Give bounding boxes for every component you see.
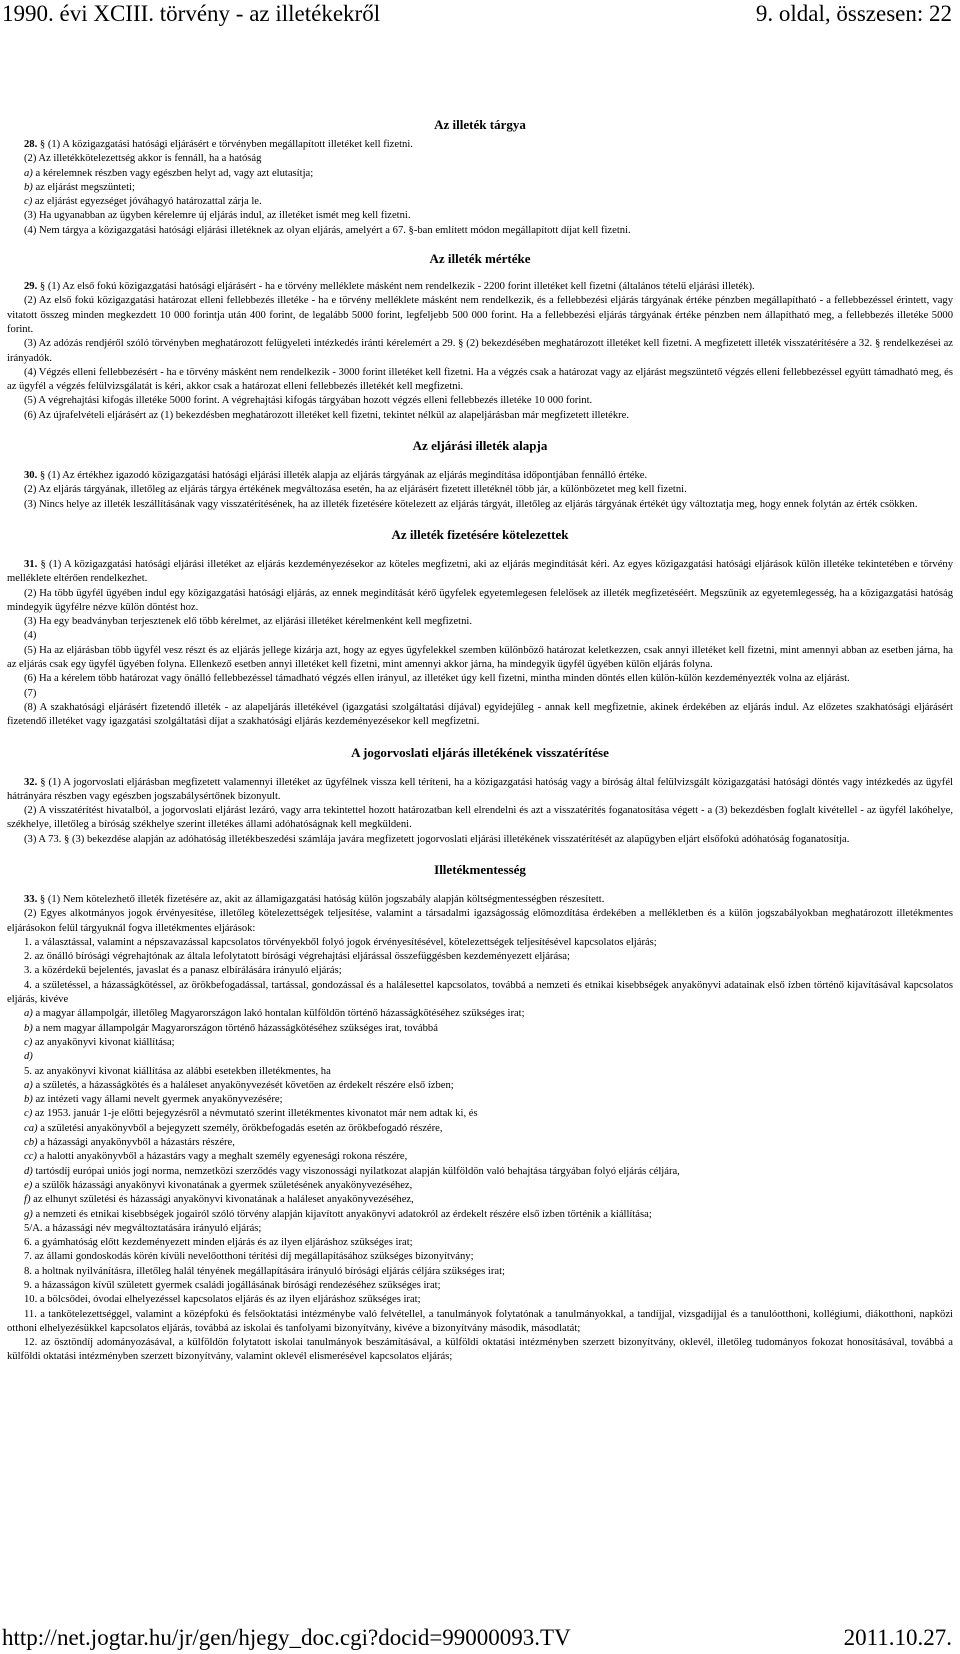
list-text: a nemzeti és etnikai kisebbségek jogairól szóló törvény alapján kijavított anyakönyvi adatokról az érdekelt részére első ízben történik a kiállítása; bbox=[35, 1208, 652, 1220]
list-item-5-g bbox=[7, 1208, 953, 1222]
list-item-6: 6. a gyámhatóság előtt kezdeményezett minden eljárás és az ilyen eljáráshoz szükséges irat; bbox=[24, 1237, 413, 1249]
paragraph-30-3: (3) Nincs helye az illeték leszállításának vagy visszatérítésének, ha az illeték fizetésére kötelezett az eljárás tárgyát, illetőleg az eljárás tárgyának értékét úgy változtatja meg, hogy ennek folytán az érték csökken. bbox=[24, 498, 918, 510]
section-title: A jogorvoslati eljárás illetékének visszatérítése bbox=[351, 744, 609, 760]
list-item-5-b bbox=[7, 1093, 953, 1107]
paragraph-text: § (1) Az első fokú közigazgatási hatósági eljárásért - ha e törvény melléklete másként nem rendelkezik - 2200 forint illetéket kell fizetni (általános tételű eljárási illeték). bbox=[39, 281, 755, 293]
list-item-5-a bbox=[7, 1079, 953, 1093]
paragraph-text: § (1) A közigazgatási hatósági eljárásért e törvényben megállapított illetéket kell fizetni. bbox=[39, 139, 413, 150]
paragraph-31-1 bbox=[7, 558, 953, 587]
section-fizetesre-kotelezettek bbox=[7, 512, 953, 730]
paragraph-text: § (1) A jogorvoslati eljárásban megfizetett valamennyi illetéket az ügyfélnek vissza kell téríteni, ha a közigazgatási hatóság vagy a bíróság által felülvizsgált közigazgatási hatósági döntés vagy intézkedés az ügyfél hátrányára részben vagy egészben jogszabálysértőnek bizonyult. bbox=[7, 776, 953, 802]
list-text: az eljárást megszünteti; bbox=[35, 181, 135, 193]
list-letter: a) bbox=[24, 1008, 33, 1020]
list-item-5-cb bbox=[7, 1136, 953, 1150]
list-item-9: 9. a házasságon kívül született gyermek családi jogállásának bírósági rendezéséhez szükséges irat; bbox=[24, 1280, 441, 1291]
paragraph-28-1 bbox=[7, 138, 953, 152]
list-letter: a) bbox=[24, 167, 33, 179]
page-header bbox=[0, 0, 960, 28]
section-number: 29. bbox=[24, 281, 38, 293]
print-date: 2011.10.27. bbox=[843, 1625, 952, 1650]
list-text: a születési anyakönyvből a bejegyzett személy, örökbefogadás esetén az örökbefogadó részére, bbox=[40, 1122, 443, 1134]
list-letter: b) bbox=[24, 1022, 33, 1034]
document-body bbox=[7, 112, 953, 1365]
section-illetekmentesseg bbox=[7, 847, 953, 1365]
list-letter: c) bbox=[24, 1036, 33, 1048]
list-text: a nem magyar állampolgár Magyarországon történő házasságkötéséhez szükséges irat, továbbá bbox=[35, 1022, 438, 1034]
list-text: az 1953. január 1-je előtti bejegyzésről a névmutató szerint illetékmentes kivonatot már nem adtak ki, és bbox=[34, 1108, 478, 1120]
list-item-2: 2. az önálló bírósági végrehajtónak az általa lefolytatott bírósági végrehajtási eljárással összefüggésben kezdeményezett eljárása; bbox=[24, 951, 570, 963]
page-footer bbox=[0, 1623, 960, 1654]
list-item-8: 8. a holtnak nyilvánításra, illetőleg halál tényének megállapítására irányuló bírósági eljárás céljára szükséges irat; bbox=[24, 1265, 505, 1277]
list-text: az intézeti vagy állami nevelt gyermek anyakönyvezésére; bbox=[35, 1094, 283, 1106]
list-letter: cc) bbox=[24, 1151, 37, 1163]
list-item-4-a bbox=[7, 1007, 953, 1021]
list-item-4-c bbox=[7, 1036, 953, 1050]
list-letter: c) bbox=[24, 1108, 33, 1120]
list-item-5-c bbox=[7, 1107, 953, 1121]
list-letter: d) bbox=[24, 1165, 33, 1177]
list-text: a születés, a házasságkötés és a haláleset anyakönyvezését követően az érdekelt részére első ízben; bbox=[35, 1079, 454, 1091]
list-letter: g) bbox=[24, 1208, 33, 1220]
list-item-5-d bbox=[7, 1165, 953, 1179]
section-title: Az illeték mértéke bbox=[429, 251, 531, 267]
paragraph-28-4: (4) Nem tárgya a közigazgatási hatósági eljárási illetéknek az olyan eljárás, amelyért a 67. §-ban említett módon megállapított díjat kell fizetni. bbox=[24, 224, 631, 236]
section-title: Illetékmentesség bbox=[434, 861, 526, 877]
list-text: az eljárást egyezséget jóváhagyó határozattal zárja le. bbox=[34, 196, 262, 208]
paragraph-32-2: (2) A visszatérítést hivatalból, a jogorvoslati eljárást lezáró, vagy arra tekintettel hozott határozatban kell elrendelni és azt a visszatérítés foganatosítása végett - a (3) bekezdésben foglalt kivétellel - az ügyfél lakóhelye, székhelye, illetőleg a bíróság székhelye szerint illetékes állami adóhatóságnak kell megküldeni. bbox=[7, 805, 953, 831]
list-item-28-2-c bbox=[7, 195, 953, 209]
list-item-12: 12. az ösztöndíj adományozásával, a külföldön folytatott iskolai tanulmányok beszámításával, a külföldi oktatási intézményben szerzett bizonyítvány, oklevél, illetőleg tudományos fokozat honosításával, továbbá a külföldi oktatási intézményben szerzett bizonyítvány, valamint oklevél elismerésével kapcsolatos eljárás; bbox=[7, 1337, 953, 1363]
paragraph-28-2: (2) Az illetékkötelezettség akkor is fennáll, ha a hatóság bbox=[24, 153, 262, 165]
paragraph-32-3: (3) A 73. § (3) bekezdése alapján az adóhatóság illetékbeszedési számlája javára megfizetett jogorvoslati eljárási illetékének visszatérítését az alapügyben eljárt elsőfokú adóhatóság foganatosítja. bbox=[24, 833, 850, 845]
paragraph-31-2: (2) Ha több ügyfél ügyében indul egy közigazgatási hatósági eljárás, az ennek megindítását kérő ügyfelek egyetemlegesen felelősek az illeték megfizetéséért. Megszűnik az egyetemlegesség, ha a közigazgatási hatóság mindegyik ügyfélre nézve külön döntést hoz. bbox=[7, 587, 953, 613]
list-item-5-cc bbox=[7, 1150, 953, 1164]
list-item-5A: 5/A. a házassági név megváltoztatására irányuló eljárás; bbox=[24, 1222, 262, 1234]
paragraph-text: § (1) Az értékhez igazodó közigazgatási hatósági eljárási illeték alapja az eljárás tárgyának az eljárás megindítása időpontjában fennálló értéke. bbox=[39, 470, 648, 482]
list-item-5-e bbox=[7, 1179, 953, 1193]
section-title: Az illeték tárgya bbox=[434, 117, 526, 132]
list-item-5-ca bbox=[7, 1122, 953, 1136]
section-illetek-targya bbox=[7, 112, 953, 238]
paragraph-text: § (1) Nem kötelezhető illeték fizetésére az, akit az államigazgatási hatóság külön jogszabály alapján költségmentességben részesített. bbox=[39, 893, 605, 905]
list-item-4: 4. a születéssel, a házasságkötéssel, az örökbefogadással, tartással, gondozással és a halálesettel kapcsolatos, továbbá a nemzeti és etnikai kisebbségek anyakönyvi adatainak első ízben történő kijavításával kapcsolatos eljárás, kivéve bbox=[7, 979, 953, 1006]
paragraph-31-7: (7) bbox=[24, 687, 37, 699]
section-jogorvoslati-visszaterites bbox=[7, 730, 953, 847]
list-item-4-b bbox=[7, 1022, 953, 1036]
paragraph-29-2: (2) Az első fokú közigazgatási határozat elleni fellebbezés illetéke - ha e törvény melléklete másként nem rendelkezik, és a fellebbezési eljárás tárgyának értéke pénzben megállapítható - a fellebbezéssel érintett, vagy vitatott összeg minden megkezdett 10 000 forintja után 400 forint, de legalább 5000 forint, legfeljebb 500 000 forint. Ha a fellebbezési eljárás tárgyának értéke pénzben nem állapítható meg, a fellebbezés illetéke 5000 forint. bbox=[7, 295, 953, 335]
list-letter: cb) bbox=[24, 1137, 38, 1149]
list-letter: b) bbox=[24, 1094, 33, 1106]
paragraph-33-1 bbox=[7, 893, 953, 907]
paragraph-31-4: (4) bbox=[24, 630, 37, 642]
list-text: a kérelemnek részben vagy egészben helyt ad, vagy azt elutasítja; bbox=[35, 167, 314, 179]
list-item-4-d bbox=[7, 1050, 953, 1064]
list-text: a szülők házassági anyakönyvi kivonatának a gyermek születésének anyakönyvezéséhez, bbox=[34, 1179, 413, 1191]
list-item-1: 1. a választással, valamint a népszavazással kapcsolatos törvényekből folyó jogok érvényesítésével, kötelezettségek teljesítésével kapcsolatos eljárás; bbox=[24, 936, 657, 948]
list-text: a magyar állampolgár, illetőleg Magyarországon lakó hontalan külföldön történő házasságkötéséhez szükséges irat; bbox=[35, 1008, 525, 1020]
list-letter: c) bbox=[24, 196, 33, 208]
paragraph-29-4: (4) Végzés elleni fellebbezésért - ha e törvény másként nem rendelkezik - 3000 forint illetéket kell fizetni. Ha a végzés csak a határozat vagy az eljárást megszüntető végzés elleni fellebbezéssel együtt támadható meg, és az ügyfél a végzés felülvizsgálatát is kéri, akkor csak a határozat elleni fellebbezés illetékét kell megfizetni. bbox=[7, 366, 954, 393]
list-letter: ca) bbox=[24, 1122, 38, 1134]
list-item-5-f bbox=[7, 1193, 953, 1207]
paragraph-32-1 bbox=[7, 776, 953, 805]
list-item-28-2-b bbox=[7, 181, 953, 195]
paragraph-29-1 bbox=[7, 280, 953, 294]
paragraph-28-3: (3) Ha ugyanabban az ügyben kérelemre új eljárás indul, az illetéket ismét meg kell fizetni. bbox=[24, 210, 411, 222]
paragraph-31-3: (3) Ha egy beadványban terjesztenek elő több kérelmet, az eljárási illetéket kérelmenként kell megfizetni. bbox=[24, 616, 472, 628]
page-counter: 9. oldal, összesen: 22 bbox=[755, 1, 952, 26]
list-letter: b) bbox=[24, 181, 33, 193]
paragraph-31-5: (5) Ha az eljárásban több ügyfél vesz részt és az eljárás jellege kizárja azt, hogy az egyes ügyfelekkel szemben különböző határozat keletkezzen, csak annyi illetéket kell fizetni, mint amennyi abban az esetben járna, ha az eljárás csak egy ügyfél ügyében folyna. Ellenkező esetben annyi illetéket kell fizetni, mint amennyi akkor járna, ha mindegyik ügyfél ügyében külön eljárás folyna. bbox=[7, 644, 953, 671]
section-title: Az eljárási illeték alapja bbox=[412, 438, 548, 454]
list-text: a házassági anyakönyvből a házastárs részére, bbox=[40, 1137, 235, 1149]
list-text: tartósdíj európai uniós jogi norma, nemzetközi szerződés vagy viszonossági nyilatkozat alapján külföldön való behajtása tárgyában folyó eljárás céljára, bbox=[35, 1165, 680, 1177]
section-number: 31. bbox=[24, 558, 38, 570]
list-letter: f) bbox=[24, 1194, 31, 1206]
list-item-3: 3. a közérdekű bejelentés, javaslat és a panasz elbírálására irányuló eljárás; bbox=[24, 965, 342, 977]
paragraph-29-6: (6) Az újrafelvételi eljárásért az (1) bekezdésben meghatározott illetéket kell fizetni, tekintet nélkül az alapeljárásban már megfizetett illetékre. bbox=[24, 409, 630, 421]
paragraph-31-8: (8) A szakhatósági eljárásért fizetendő illeték - az alapeljárás illetékével (igazgatási szolgáltatási díjával) egyidejűleg - annak kell megfizetnie, akinek érdekében az eljárás indul. Az előzetes szakhatósági eljárásért fizetendő illetéket vagy igazgatási szolgáltatási díjat a szakhatósági eljárás kezdeményezésekor kell megfizetni. bbox=[7, 701, 953, 728]
list-letter: e) bbox=[24, 1179, 33, 1191]
section-eljarasi-illetek-alapja bbox=[7, 423, 953, 512]
paragraph-29-5: (5) A végrehajtási kifogás illetéke 5000 forint. A végrehajtási kifogás tárgyában hozott végzés elleni fellebbezés illetéke 10 000 forint. bbox=[24, 395, 593, 407]
section-illetek-merteke bbox=[7, 238, 953, 423]
paragraph-text: § (1) A közigazgatási hatósági eljárási illetéket az eljárás kezdeményezésekor az köteles megfizetni, aki az eljárás megindítását kéri. Az egyes közigazgatási hatósági eljárások külön illetéke tekintetében e törvény melléklete eltérően rendelkezhet. bbox=[7, 558, 953, 585]
list-item-10: 10. a bölcsődei, óvodai elhelyezéssel kapcsolatos eljárás és az ilyen eljáráshoz szükséges irat; bbox=[24, 1294, 421, 1306]
list-text: az anyakönyvi kivonat kiállítása; bbox=[34, 1036, 175, 1048]
list-letter: d) bbox=[24, 1051, 33, 1063]
section-title: Az illeték fizetésére kötelezettek bbox=[391, 526, 569, 542]
list-item-7: 7. az állami gondoskodás körén kívüli nevelőotthoni térítési díj megállapításához szükséges bizonyítvány; bbox=[24, 1251, 474, 1263]
list-text: a halotti anyakönyvből a házastárs vagy a meghalt személy egyenesági rokona részére, bbox=[39, 1151, 408, 1163]
list-item-5: 5. az anyakönyvi kivonat kiállítása az alábbi esetekben illetékmentes, ha bbox=[24, 1065, 331, 1077]
list-item-28-2-a bbox=[7, 167, 953, 181]
list-letter: a) bbox=[24, 1079, 33, 1091]
section-number: 32. bbox=[24, 776, 38, 788]
source-url: http://net.jogtar.hu/jr/gen/hjegy_doc.cgi?docid=99000093.TV bbox=[2, 1625, 571, 1650]
list-item-11: 11. a tankötelezettséggel, valamint a középfokú és felsőoktatási intézménybe való felvétellel, a tanulmányok folytatónak a tanulmányokkal, a tandíjjal, vizsgadíjjal és a tanulóotthoni, kollégiumi, diákotthoni, napközi otthoni elhelyezésükkel kapcsolatos eljárás, továbbá az iskolai és tanfolyami bizonyítvány, kivéve a bizonyítvány második, másodlatát; bbox=[7, 1308, 953, 1334]
list-text: az elhunyt születési és házassági anyakönyvi kivonatának a haláleset anyakönyvezéséhez, bbox=[33, 1194, 414, 1206]
paragraph-33-2: (2) Egyes alkotmányos jogok érvényesítése, illetőleg kötelezettségek teljesítése, valamint a társadalmi igazságosság előmozdítása érdekében a mellékletben és a külön jogszabályokban meghatározott illetékmentes eljárásokon felül tárgyuknál fogva illetékmentes eljárások: bbox=[7, 908, 953, 934]
paragraph-30-2: (2) Az eljárás tárgyának, illetőleg az eljárás tárgya értékének megváltozása esetén, ha az eljárásért fizetett illetéknél több jár, a különbözetet meg kell fizetni. bbox=[24, 484, 687, 496]
document-title: 1990. évi XCIII. törvény - az illetékekről bbox=[2, 1, 381, 26]
paragraph-29-3: (3) Az adózás rendjéről szóló törvényben meghatározott felügyeleti intézkedés iránti kérelemért a 29. § (2) bekezdésében meghatározott illetéket kell fizetni. A megfizetett illeték visszatérítésére a 32. § rendelkezései az irányadók. bbox=[7, 338, 953, 364]
paragraph-30-1 bbox=[7, 469, 953, 483]
section-number: 28. bbox=[24, 139, 38, 150]
section-number: 33. bbox=[24, 893, 38, 905]
paragraph-31-6: (6) Ha a kérelem több határozat vagy önálló fellebbezéssel támadható végzés ellen irányul, az illetéket úgy kell fizetni, mintha minden döntés ellen külön-külön kezdeményezték volna az eljárást. bbox=[24, 673, 850, 685]
section-number: 30. bbox=[24, 470, 38, 482]
